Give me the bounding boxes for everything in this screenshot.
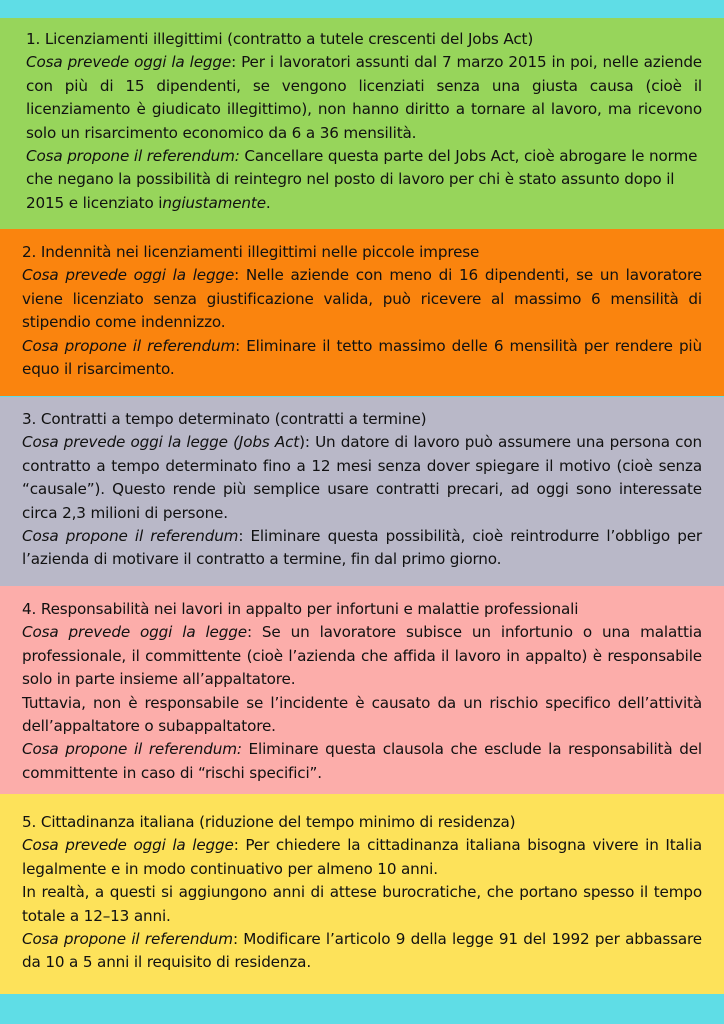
section-5-extra-paragraph: In realtà, a questi si aggiungono anni di attese burocratiche, che portano spesso il tempo totale a 12–13 anni. [22,883,702,925]
section-4-appalti [0,586,724,794]
section-3-referendum-label: Cosa propone il referendum [22,527,239,546]
section-2-referendum-text: : Eliminare il tetto massimo delle 6 mensilità per rendere più equo il risarcimento. [22,336,702,379]
section-1-law-paragraph [26,51,702,145]
section-4-referendum-paragraph [22,738,702,785]
section-5-law-label: Cosa prevede oggi la legge [22,836,234,855]
section-4-law-label: Cosa prevede oggi la legge [22,623,247,642]
section-5-law-text: : Per chiedere la cittadinanza italiana bisogna vivere in Italia legalmente e in modo continuativo per almeno 10 anni. [22,836,702,878]
section-4-extra-paragraph: Tuttavia, non è responsabile se l’incidente è causato da un rischio specifico dell’attività dell’appaltatore o subappaltatore. [22,693,702,736]
section-1-law-text: : Per i lavoratori assunti dal 7 marzo 2015 in poi, nelle aziende con più di 15 dipendenti, se vengono licenziati senza una giusta causa (cioè il licenziamento è giudicato illegittimo), non hanno diritto a tornare al lavoro, ma ricevono solo un risarcimento economico da 6 a 36 mensilità. [26,53,702,142]
section-3-law-paragraph [22,431,702,525]
section-2-law-paragraph [22,264,702,334]
section-1-referendum-paragraph [26,145,702,215]
section-5-law-paragraph [22,834,702,881]
section-3-referendum-text: : Eliminare questa possibilità, cioè reintrodurre l’obbligo per l’azienda di motivare il contratto a termine, fin dal primo giorno. [22,527,702,569]
section-2-law-text: : Nelle aziende con meno di 16 dipendenti, se un lavoratore viene licenziato senza giustificazione valida, può ricevere al massimo 6 mensilità di stipendio come indennizzo. [22,266,702,332]
section-1-referendum-text: Cancellare questa parte del Jobs Act, cioè abrogare le norme che negano la possibilità di reintegro nel posto di lavoro per chi è stato assunto dopo il 2015 e licenziato i [26,147,698,212]
section-4-law-paragraph [22,621,702,691]
section-4-referendum-label: Cosa propone il referendum: [22,740,242,759]
section-3-law-label: Cosa prevede oggi la legge (Jobs Act [22,433,300,452]
section-5-referendum-text: : Modificare l’articolo 9 della legge 91 del 1992 per abbassare da 10 a 5 anni il requisito di residenza. [22,930,702,972]
section-3-contratti-a-termine [0,397,724,586]
section-3-title: 3. Contratti a tempo determinato (contratti a termine) [22,410,427,428]
section-3-law-text: ): Un datore di lavoro può assumere una persona con contratto a tempo determinato fino a 12 mesi senza dover spiegare il motivo (cioè senza “causale”). Questo rende più semplice usare contratti precari, ad oggi sono interessate circa 2,3 milioni di persone. [22,433,702,522]
section-2-title: 2. Indennità nei licenziamenti illegittimi nelle piccole imprese [22,243,480,261]
section-1-title: 1. Licenziamenti illegittimi (contratto a tutele crescenti del Jobs Act) [26,30,534,48]
section-2-referendum-label: Cosa propone il referendum [22,336,236,355]
section-4-referendum-text: Eliminare questa clausola che esclude la responsabilità del committente in caso di “rischi specifici”. [22,740,702,782]
section-5-referendum-paragraph [22,928,702,975]
section-4-law-text: : Se un lavoratore subisce un infortunio o una malattia professionale, il committente (cioè l’azienda che affida il lavoro in appalto) è responsabile solo in parte insieme all’appaltatore. [22,623,702,689]
section-2-piccole-imprese [0,229,724,396]
section-1-referendum-label: Cosa propone il referendum: [26,147,240,166]
section-1-licenziamenti-illegittimi [0,18,724,229]
section-5-title: 5. Cittadinanza italiana (riduzione del tempo minimo di residenza) [22,813,516,831]
section-2-referendum-paragraph [22,335,702,382]
section-2-law-label: Cosa prevede oggi la legge [22,266,235,285]
section-5-cittadinanza [0,794,724,994]
section-5-referendum-label: Cosa propone il referendum [22,930,233,949]
section-1-referendum-end: . [265,193,271,212]
section-1-referendum-italic: ngiustamente [162,193,266,212]
section-1-law-label: Cosa prevede oggi la legge [26,53,232,72]
section-4-title: 4. Responsabilità nei lavori in appalto per infortuni e malattie professionali [22,600,579,618]
section-3-referendum-paragraph [22,525,702,572]
